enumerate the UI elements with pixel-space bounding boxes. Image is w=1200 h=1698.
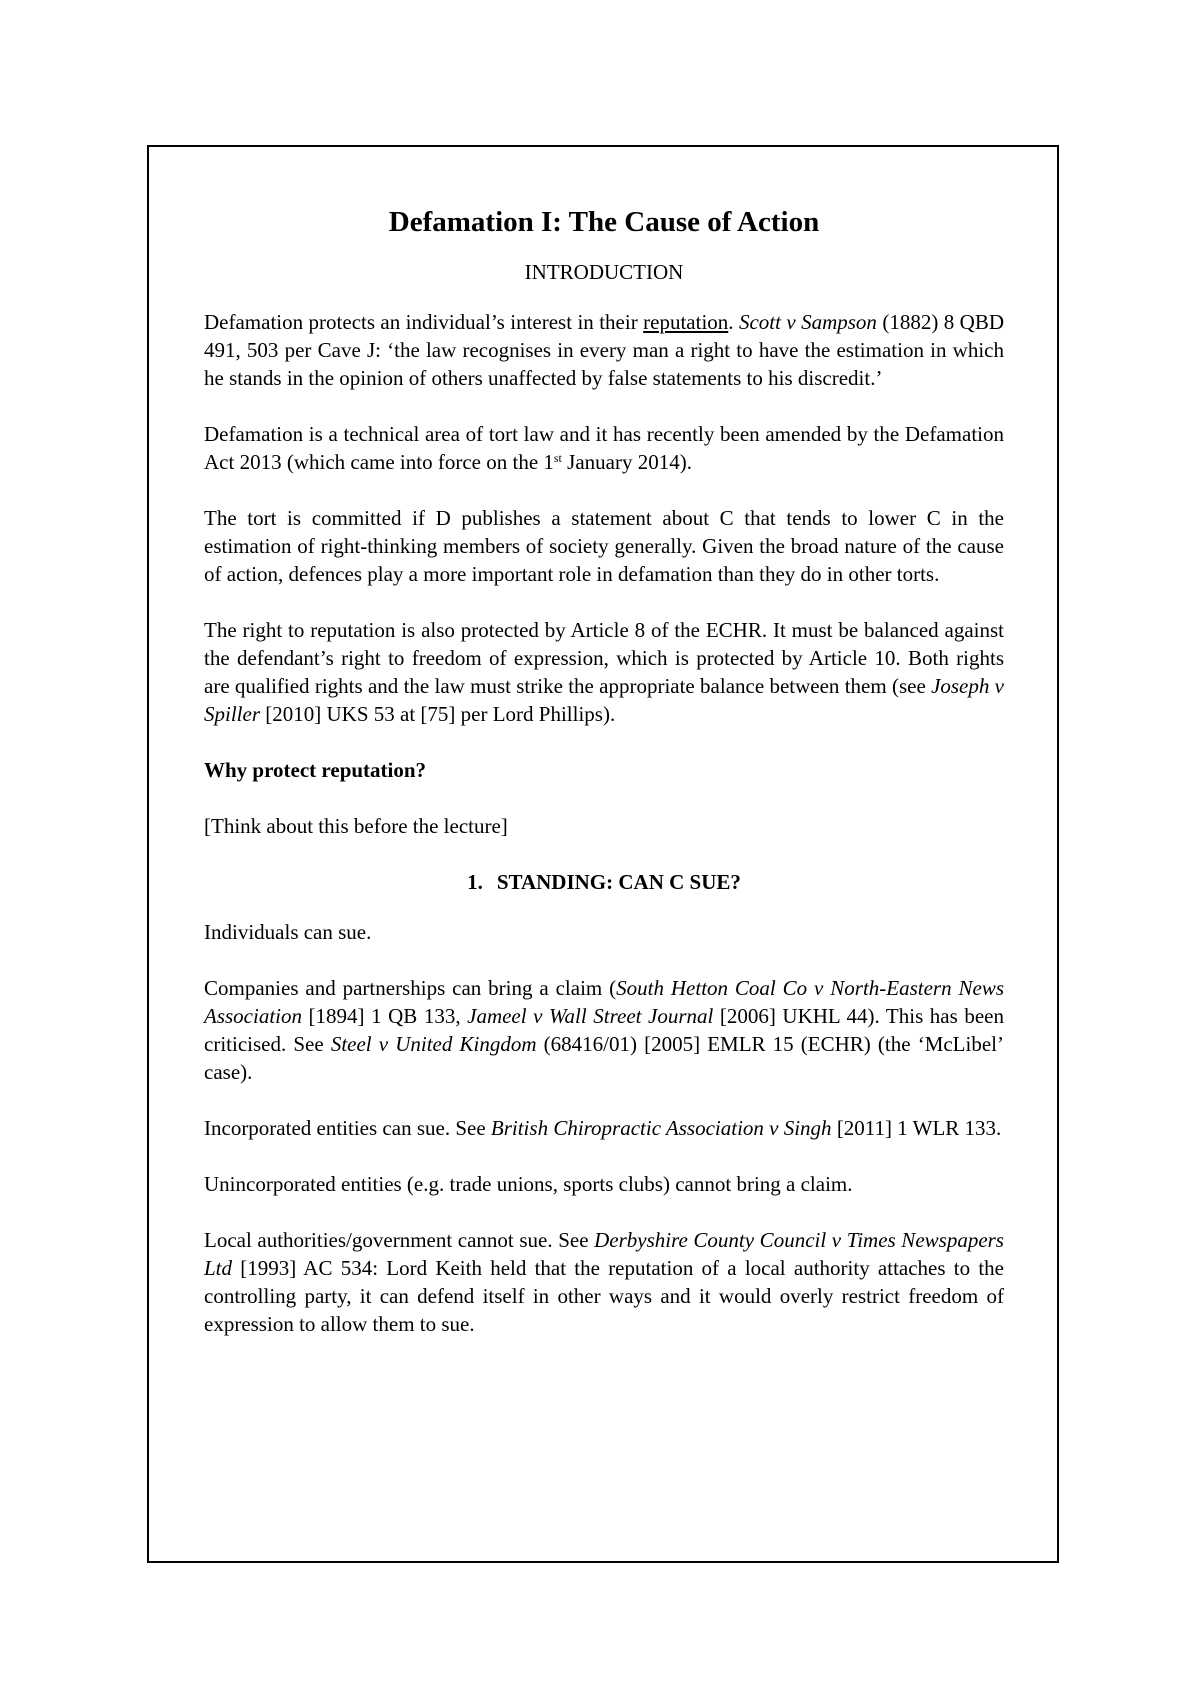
paragraph-unincorporated: Unincorporated entities (e.g. trade unions, sports clubs) cannot bring a claim.: [204, 1172, 853, 1196]
paragraph-incorporated: [204, 1114, 1004, 1142]
text-run: [1993] AC 534: Lord Keith held that the reputation of a local authority attaches to the controlling party, it can defend itself in other ways and it would overly restrict freedom of expression to allow them to sue.: [204, 1256, 1004, 1336]
text-run: Defamation is a technical area of tort law and it has recently been amended by the Defamation Act 2013 (which came into force on the 1: [204, 422, 1004, 474]
text-run: Defamation protects an individual’s interest in their: [204, 310, 644, 334]
paragraph-echr: [204, 616, 1004, 728]
ordinal-superscript: st: [553, 451, 562, 465]
text-run: [2006] UKHL 44). This has been criticised. See: [204, 1004, 1004, 1056]
introduction-heading: INTRODUCTION: [524, 260, 684, 284]
text-run: [1894] 1 QB 133,: [302, 1004, 468, 1028]
case-name: Joseph v Spiller: [204, 674, 1004, 726]
document-title: Defamation I: The Cause of Action: [388, 206, 820, 238]
case-name: Steel v United Kingdom: [330, 1032, 537, 1056]
text-run: [2011] 1 WLR 133.: [831, 1116, 1002, 1140]
case-name: Derbyshire County Council v Times Newspapers Ltd: [204, 1228, 1004, 1280]
case-name: British Chiropractic Association v Singh: [490, 1116, 832, 1140]
text-run: .: [728, 310, 739, 334]
text-run: Companies and partnerships can bring a claim (: [204, 976, 617, 1000]
heading-number: 1.: [467, 870, 483, 894]
think-note: [Think about this before the lecture]: [204, 814, 508, 838]
paragraph-defamation-act: [204, 420, 1004, 476]
case-name: South Hetton Coal Co v North-Eastern News Association: [204, 976, 1004, 1028]
why-protect-heading: Why protect reputation?: [204, 758, 427, 782]
text-run: (68416/01) [2005] EMLR 15 (ECHR) (the ‘McLibel’ case).: [204, 1032, 1004, 1084]
paragraph-reputation: [204, 308, 1004, 392]
paragraph-individuals: Individuals can sue.: [204, 920, 372, 944]
text-run: The right to reputation is also protected by Article 8 of the ECHR. It must be balanced against the defendant’s right to freedom of expression, which is protected by Article 10. Both rights are qualified rights and the law must strike the appropriate balance between them (see: [204, 618, 1004, 698]
text-run: Incorporated entities can sue. See: [204, 1116, 491, 1140]
standing-heading: [204, 868, 1004, 896]
text-run: January 2014).: [561, 450, 692, 474]
case-name: Jameel v Wall Street Journal: [467, 1004, 714, 1028]
text-run: (1882) 8 QBD 491, 503 per Cave J: ‘the law recognises in every man a right to have the estimation in which he stands in the opinion of others unaffected by false statements to his discredit.’: [204, 310, 1005, 390]
underlined-term: reputation: [643, 310, 729, 334]
paragraph-companies: [204, 974, 1004, 1086]
text-run: [2010] UKS 53 at [75] per Lord Phillips).: [260, 702, 616, 726]
text-run: Local authorities/government cannot sue. See: [204, 1228, 595, 1252]
document-body: [204, 204, 1004, 1366]
heading-label: STANDING: CAN C SUE?: [496, 870, 741, 894]
paragraph-tort-committed: The tort is committed if D publishes a statement about C that tends to lower C in the estimation of right-thinking members of society generally. Given the broad nature of the cause of action, defences play a more important role in defamation than they do in other torts.: [204, 506, 1004, 586]
paragraph-local-authorities: [204, 1226, 1004, 1338]
case-name: Scott v Sampson: [738, 310, 877, 334]
